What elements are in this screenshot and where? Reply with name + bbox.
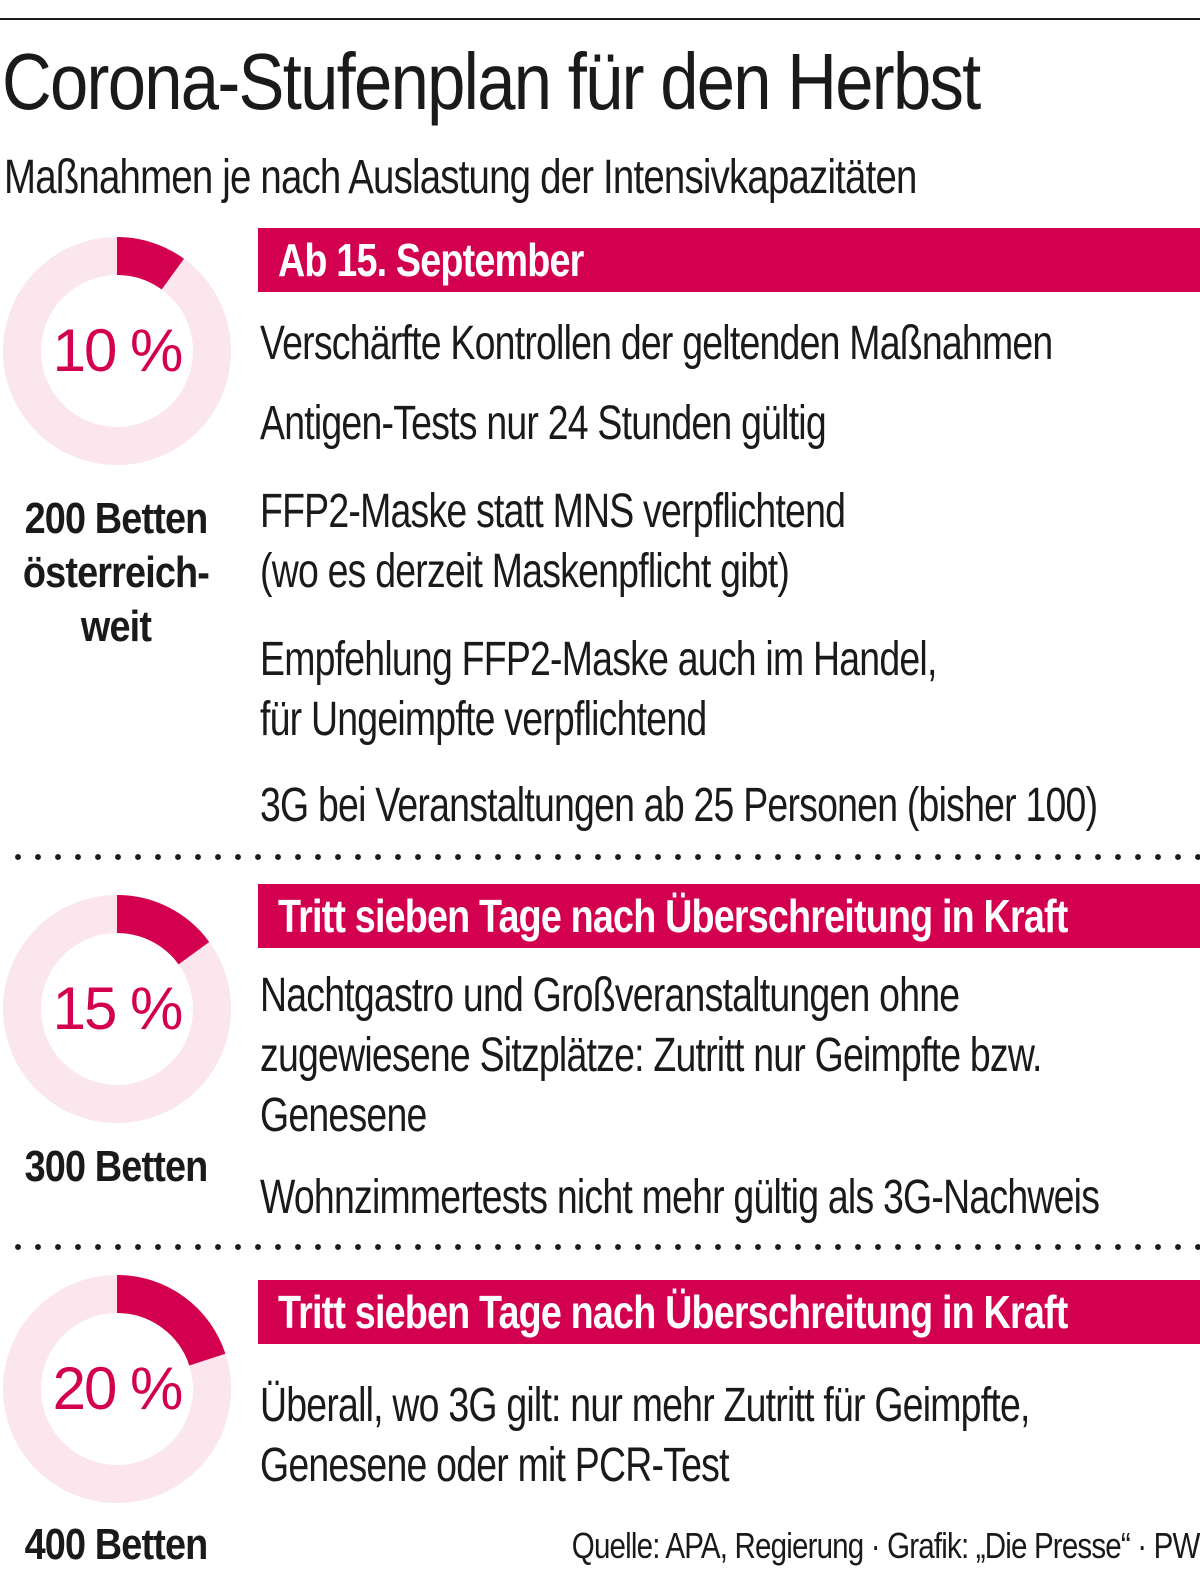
percent-label: 20 %	[52, 1355, 182, 1422]
beds-label	[16, 1518, 216, 1572]
page-subtitle: Maßnahmen je nach Auslastung der Intensivkapazitäten	[4, 151, 917, 204]
measure-line: Überall, wo 3G gilt: nur mehr Zutritt für Geimpfte,	[260, 1379, 1030, 1432]
measure-line: zugewiesene Sitzplätze: Zutritt nur Geimpfte bzw.	[260, 1029, 1042, 1082]
measure-line: Wohnzimmertests nicht mehr gültig als 3G-Nachweis	[260, 1171, 1100, 1224]
beds-line: 400 Betten	[24, 1520, 208, 1569]
measure-line: 3G bei Veranstaltungen ab 25 Personen (bisher 100)	[260, 779, 1098, 832]
level-banner	[258, 228, 1200, 292]
source-credit: Quelle: APA, Regierung · Grafik: „Die Presse“ · PW	[572, 1525, 1200, 1566]
measure-line: Genesene oder mit PCR-Test	[260, 1439, 729, 1492]
measure-line: Verschärfte Kontrollen der geltenden Maßnahmen	[260, 317, 1053, 370]
page-title: Corona-Stufenplan für den Herbst	[2, 37, 980, 126]
measure-line: Antigen-Tests nur 24 Stunden gültig	[260, 397, 826, 450]
dotted-divider	[8, 1244, 1200, 1250]
measure-item	[260, 314, 1118, 374]
ring-fill	[117, 1294, 207, 1360]
measure-item	[260, 966, 1118, 1146]
measure-line: Genesene	[260, 1089, 427, 1142]
measure-line: (wo es derzeit Maskenpflicht gibt)	[260, 545, 790, 598]
measure-item	[260, 776, 1118, 836]
percent-label: 15 %	[52, 975, 182, 1042]
measure-item	[260, 1376, 1118, 1496]
measure-line: FFP2-Maske statt MNS verpflichtend	[260, 485, 846, 538]
beds-label	[16, 1140, 216, 1194]
beds-line: österreich-	[22, 548, 210, 597]
beds-line: 300 Betten	[24, 1142, 208, 1191]
percent-label: 10 %	[52, 317, 182, 384]
ring-fill	[117, 914, 194, 953]
measure-item	[260, 630, 1118, 750]
level-banner	[258, 884, 1200, 948]
level-banner	[258, 1280, 1200, 1344]
banner-text: Ab 15. September	[278, 234, 584, 286]
beds-line: 200 Betten	[24, 494, 208, 543]
top-rule	[0, 18, 1200, 20]
measure-item	[260, 482, 1118, 602]
measure-line: Nachtgastro und Großveranstaltungen ohne	[260, 969, 960, 1022]
ring-fill	[117, 256, 173, 274]
measure-line: Empfehlung FFP2-Maske auch im Handel,	[260, 633, 937, 686]
banner-text: Tritt sieben Tage nach Überschreitung in Kraft	[278, 890, 1068, 942]
measure-line: für Ungeimpfte verpflichtend	[260, 693, 707, 746]
beds-line: weit	[80, 602, 152, 651]
beds-label	[16, 492, 216, 654]
banner-text: Tritt sieben Tage nach Überschreitung in Kraft	[278, 1286, 1068, 1338]
dotted-divider	[8, 854, 1200, 860]
measure-item	[260, 394, 1118, 454]
measure-item	[260, 1168, 1118, 1228]
